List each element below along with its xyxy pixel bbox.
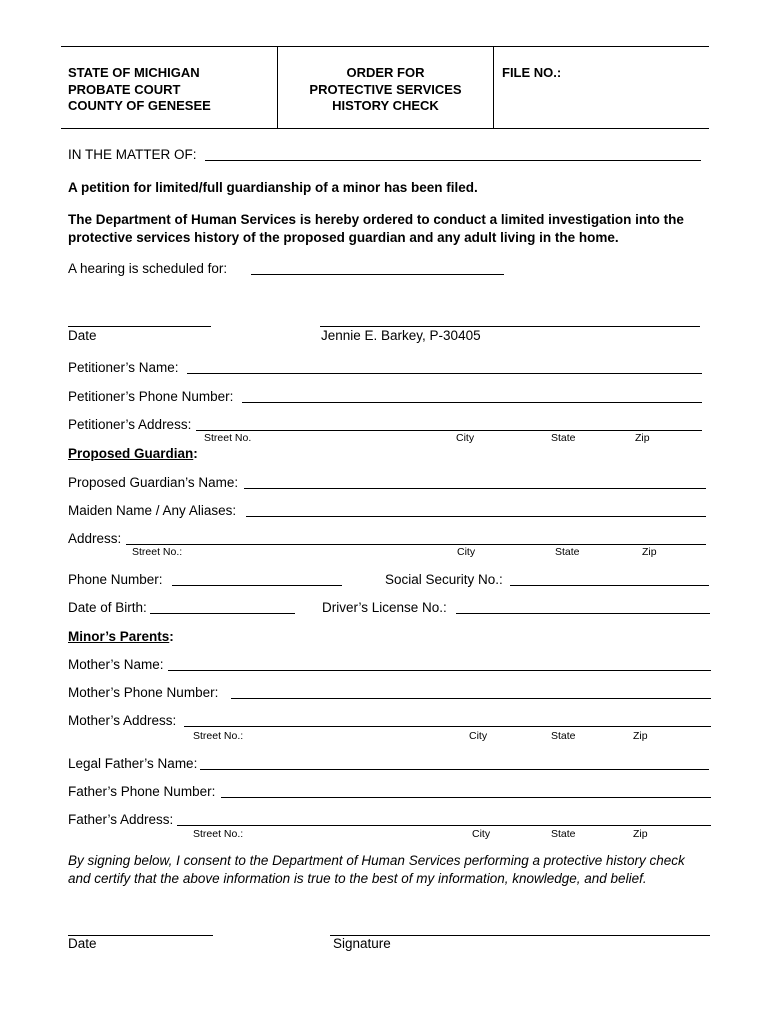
title-line-1: ORDER FOR [346,65,425,80]
court-line-2: PROBATE COURT [68,81,181,97]
mother-phone-field[interactable] [231,698,711,699]
parents-heading: Minor’s Parents: [68,629,174,644]
petitioner-zip-caption: Zip [635,432,650,444]
father-address-label: Father’s Address: [68,812,174,827]
guardian-city-caption: City [457,546,476,558]
father-address-field[interactable] [177,825,711,826]
petitioner-phone-label: Petitioner’s Phone Number: [68,389,234,404]
court-name-block [68,65,211,115]
petition-statement: A petition for limited/full guardianship of a minor has been filed. [68,180,478,195]
matter-field[interactable] [205,160,701,161]
file-no-field[interactable] [570,60,705,82]
consent-line-1: By signing below, I consent to the Department of Human Services performing a protective history check [68,853,685,868]
father-name-label: Legal Father’s Name: [68,756,198,771]
hearing-date-field[interactable] [251,274,504,275]
guardian-ssn-label: Social Security No.: [385,572,503,587]
mother-name-label: Mother’s Name: [68,657,164,672]
father-state-caption: State [551,828,576,840]
header-top-rule [61,46,709,47]
signature-label: Signature [333,936,391,951]
guardian-heading: Proposed Guardian: [68,446,198,461]
mother-city-caption: City [469,730,488,742]
file-no-label: FILE NO.: [502,65,562,80]
guardian-street-caption: Street No.: [132,546,183,558]
guardian-phone-field[interactable] [172,585,342,586]
petitioner-name-field[interactable] [187,373,702,374]
petitioner-city-caption: City [456,432,475,444]
hearing-label: A hearing is scheduled for: [68,261,228,276]
mother-name-field[interactable] [168,670,711,671]
guardian-aliases-field[interactable] [246,516,706,517]
guardian-address-field[interactable] [126,544,706,545]
guardian-heading-text: Proposed Guardian [68,446,194,461]
petitioner-state-caption: State [551,432,576,444]
petitioner-phone-field[interactable] [242,402,702,403]
guardian-dob-field[interactable] [150,613,295,614]
guardian-phone-label: Phone Number: [68,572,163,587]
father-phone-label: Father’s Phone Number: [68,784,216,799]
father-street-caption: Street No.: [193,828,244,840]
guardian-state-caption: State [555,546,580,558]
matter-label: IN THE MATTER OF: [68,147,197,162]
order-text-line-2: protective services history of the proposed guardian and any adult living in the home. [68,230,619,245]
mother-state-caption: State [551,730,576,742]
guardian-license-field[interactable] [456,613,710,614]
title-line-2: PROTECTIVE SERVICES [309,81,462,97]
order-text-line-1: The Department of Human Services is hereby ordered to conduct a limited investigation into the [68,212,684,227]
court-line-1: STATE OF MICHIGAN [68,65,200,80]
guardian-name-label: Proposed Guardian’s Name: [68,475,239,490]
consent-line-2: and certify that the above information is true to the best of my information, knowledge, and belief. [68,871,647,886]
guardian-aliases-label: Maiden Name / Any Aliases: [68,503,237,518]
mother-address-field[interactable] [184,726,711,727]
parents-heading-text: Minor’s Parents [68,629,170,644]
father-city-caption: City [472,828,491,840]
father-name-field[interactable] [200,769,709,770]
guardian-ssn-field[interactable] [510,585,709,586]
header-divider-2 [493,46,494,129]
title-line-3: HISTORY CHECK [332,98,439,113]
guardian-zip-caption: Zip [642,546,657,558]
father-phone-field[interactable] [221,797,711,798]
father-zip-caption: Zip [633,828,648,840]
judge-name: Jennie E. Barkey, P-30405 [321,328,481,343]
document-title [278,65,493,115]
order-date-line[interactable] [68,326,211,327]
petitioner-address-field[interactable] [196,430,702,431]
court-line-3: COUNTY OF GENESEE [68,98,211,113]
petitioner-address-label: Petitioner’s Address: [68,417,192,432]
order-date-label: Date [68,328,97,343]
guardian-address-label: Address: [68,531,122,546]
guardian-license-label: Driver’s License No.: [322,600,447,615]
mother-zip-caption: Zip [633,730,648,742]
mother-phone-label: Mother’s Phone Number: [68,685,219,700]
guardian-dob-label: Date of Birth: [68,600,147,615]
judge-signature-line[interactable] [320,326,700,327]
header-bottom-rule [61,128,709,129]
petitioner-street-caption: Street No. [204,432,252,444]
guardian-name-field[interactable] [244,488,706,489]
consent-date-label: Date [68,936,97,951]
petitioner-name-label: Petitioner’s Name: [68,360,179,375]
mother-address-label: Mother’s Address: [68,713,177,728]
mother-street-caption: Street No.: [193,730,244,742]
